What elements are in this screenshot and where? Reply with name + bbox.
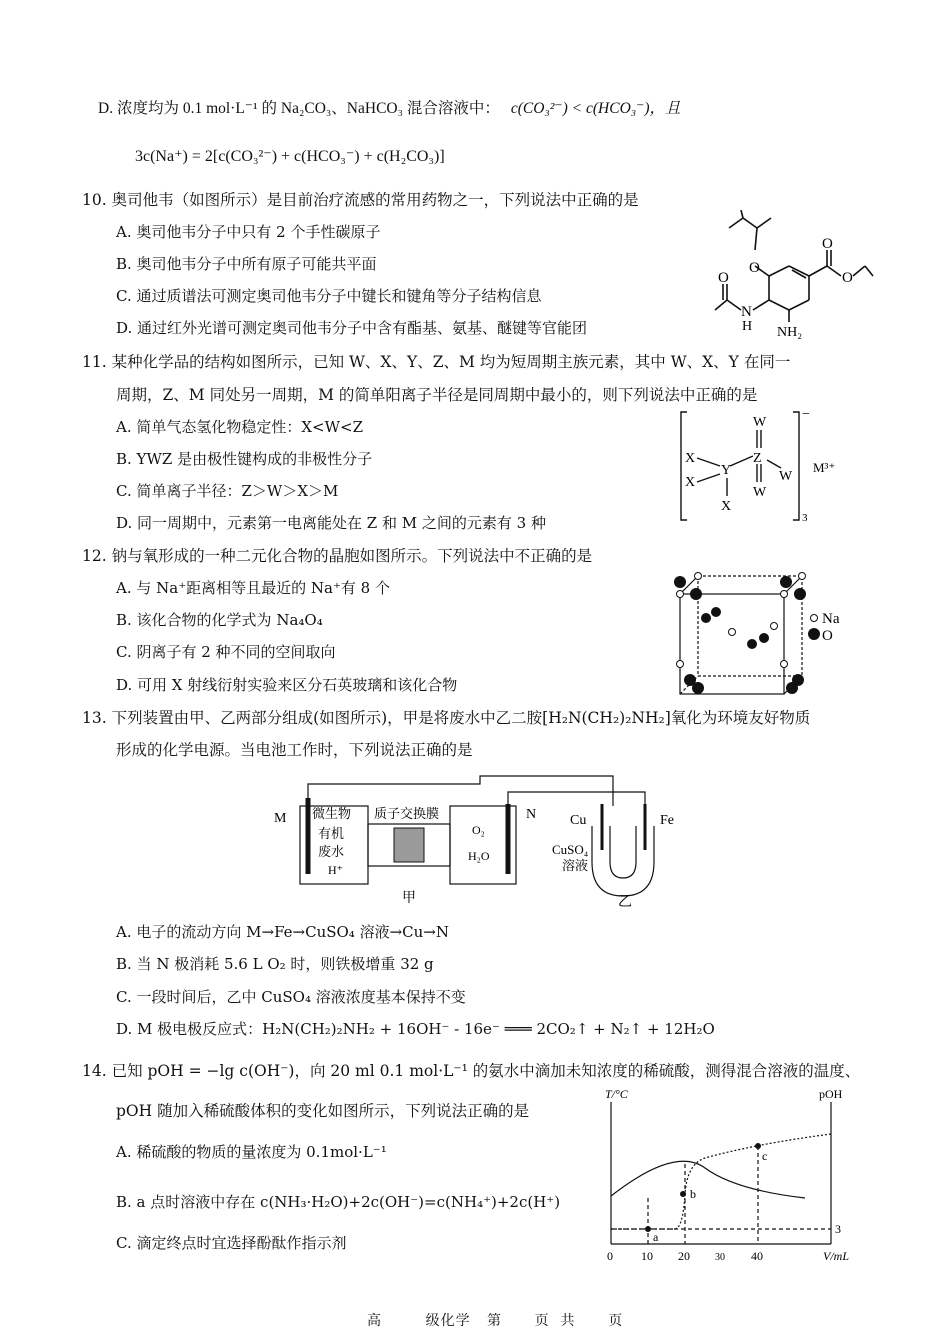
point-b xyxy=(680,1191,686,1197)
q14-option-c: C. 滴定终点时宜选择酚酞作指示剂 xyxy=(116,1234,347,1252)
point-c xyxy=(755,1143,761,1149)
label-hplus: H⁺ xyxy=(328,863,343,877)
cation-m: M³⁺ xyxy=(813,460,836,475)
electrode-cu: Cu xyxy=(570,813,587,828)
ether-oxygen: O xyxy=(749,260,760,276)
q11-option-c: C. 简单离子半径：Z＞W＞X＞M xyxy=(116,482,339,500)
q14-stem-line1: 14. 已知 pOH = −lg c(OH⁻)，向 20 ml 0.1 mol·L⁻¹ 的氨水中滴加未知浓度的稀硫酸，测得混合溶液的温度、 xyxy=(82,1062,861,1080)
label-microbe: 微生物 xyxy=(312,806,352,821)
q13-option-a: A. 电子的流动方向 M→Fe→CuSO₄ 溶液→Cu→N xyxy=(116,923,449,941)
amino-group: NH₂ xyxy=(777,325,803,340)
q10-option-a: A. 奥司他韦分子中只有 2 个手性碳原子 xyxy=(116,223,381,241)
y-right-tick-3: 3 xyxy=(835,1222,841,1236)
label-b: b xyxy=(690,1187,696,1201)
electrode-n: N xyxy=(526,807,537,822)
q11-option-d: D. 同一周期中，元素第一电离能处在 Z 和 M 之间的元素有 3 种 xyxy=(116,514,546,532)
legend-na: Na xyxy=(822,611,840,627)
q9-option-d xyxy=(98,96,681,118)
electrode-m: M xyxy=(274,811,287,826)
q12-option-d: D. 可用 X 射线衍射实验来区分石英玻璃和该化合物 xyxy=(116,676,458,694)
q14-option-a: A. 稀硫酸的物质的量浓度为 0.1mol·L⁻¹ xyxy=(116,1143,387,1161)
label-h2o: H₂O xyxy=(468,849,490,863)
q10-option-c: C. 通过质谱法可测定奥司他韦分子中键长和键角等分子结构信息 xyxy=(116,287,542,305)
q13-option-d: D. M 极电极反应式：H₂N(CH₂)₂NH₂ + 16OH⁻ - 16e⁻ ═══ 2CO₂↑ + N₂↑ + 12H₂O xyxy=(116,1020,715,1038)
label-jia: 甲 xyxy=(402,891,416,906)
temperature-curve xyxy=(611,1161,805,1198)
poh-curve xyxy=(611,1134,831,1229)
x-tick-0: 0 xyxy=(607,1249,613,1263)
q14-option-b: B. a 点时溶液中存在 c(NH₃·H₂O)+2c(OH⁻)=c(NH₄⁺)+2c(H⁺) xyxy=(116,1193,561,1211)
x-axis-label: V/mL xyxy=(823,1249,850,1263)
label-wastewater: 废水 xyxy=(318,844,345,859)
q10-stem: 10. 奥司他韦（如图所示）是目前治疗流感的常用药物之一，下列说法中正确的是 xyxy=(82,191,639,209)
x-tick-20: 20 xyxy=(678,1249,690,1263)
x-tick-30: 30 xyxy=(715,1252,725,1263)
x-left-bottom: X xyxy=(685,475,696,490)
w-top: W xyxy=(753,415,767,430)
x-tick-10: 10 xyxy=(641,1249,653,1263)
amide-oxygen: O xyxy=(718,270,729,286)
q9-d-line2: 3c(Na⁺) = 2[c(CO₃²⁻) + c(HCO₃⁻) + c(H₂CO₃)] xyxy=(135,148,445,165)
label-o2: O₂ xyxy=(472,823,485,837)
carbonyl-oxygen: O xyxy=(822,236,833,252)
q12-stem: 12. 钠与氧形成的一种二元化合物的晶胞如图所示。下列说法中不正确的是 xyxy=(82,547,593,565)
x-left-top: X xyxy=(685,451,696,466)
q10-option-d: D. 通过红外光谱可测定奥司他韦分子中含有酯基、氨基、醚键等官能团 xyxy=(116,319,588,337)
x-bottom: X xyxy=(721,499,732,514)
y-left-label: T/°C xyxy=(605,1088,628,1101)
q11-stem-line2: 周期，Z、M 同处另一周期，M 的简单阳离子半径是同周期中最小的，则下列说法中正确的是 xyxy=(116,386,758,404)
q12-option-a: A. 与 Na⁺距离相等且最近的 Na⁺有 8 个 xyxy=(116,579,390,597)
q11-option-a: A. 简单气态氢化物稳定性：X<W<Z xyxy=(116,418,364,436)
titration-chart xyxy=(595,1088,865,1270)
label-cuso4: CuSO₄ xyxy=(552,842,589,857)
label-organic: 有机 xyxy=(318,826,345,841)
oseltamivir-structure xyxy=(705,210,875,340)
q11-stem-line1: 11. 某种化学品的结构如图所示，已知 W、X、Y、Z、M 均为短周期主族元素，其中 W、X、Y 在同一 xyxy=(82,353,791,371)
q11-option-b: B. YWZ 是由极性键构成的非极性分子 xyxy=(116,450,373,468)
electrode-fe: Fe xyxy=(660,813,674,828)
amide-hydrogen: H xyxy=(742,319,753,334)
q13-option-c: C. 一段时间后，乙中 CuSO₄ 溶液浓度基本保持不变 xyxy=(116,988,466,1006)
y-right-label: pOH xyxy=(819,1088,843,1101)
x-tick-40: 40 xyxy=(751,1249,763,1263)
label-solution: 溶液 xyxy=(562,858,589,873)
y-atom: Y xyxy=(721,463,732,478)
subscript-3: 3 xyxy=(802,512,808,524)
proton-membrane-block xyxy=(394,828,424,862)
point-a xyxy=(645,1226,651,1232)
q13-stem-line2: 形成的化学电源。当电池工作时，下列说法正确的是 xyxy=(116,741,473,759)
label-a: a xyxy=(653,1230,659,1244)
w-bottom: W xyxy=(753,485,767,500)
q11-structure xyxy=(675,408,860,526)
page-footer: 高 级化学 第 页 共 页 xyxy=(367,1313,624,1329)
amide-nitrogen: N xyxy=(741,304,752,320)
legend-o: O xyxy=(822,628,833,644)
label-c: c xyxy=(762,1149,768,1163)
crystal-cell xyxy=(668,560,848,700)
z-atom: Z xyxy=(753,451,762,466)
ester-oxygen: O xyxy=(842,270,853,286)
q12-option-c: C. 阴离子有 2 种不同的空间取向 xyxy=(116,643,336,661)
battery-diagram xyxy=(270,770,690,908)
q12-option-b: B. 该化合物的化学式为 Na₄O₄ xyxy=(116,611,323,629)
q9-d-inequality: c(CO₃²⁻) < c(HCO₃⁻)，且 xyxy=(510,100,681,117)
q9-d-line1: D. 浓度均为 0.1 mol·L⁻¹ 的 Na₂CO₃、NaHCO₃ 混合溶液中： xyxy=(98,100,500,117)
q13-option-b: B. 当 N 极消耗 5.6 L O₂ 时，则铁极增重 32 g xyxy=(116,955,434,973)
q10-option-b: B. 奥司他韦分子中所有原子可能共平面 xyxy=(116,255,377,273)
label-yi: 乙 xyxy=(618,895,632,908)
q14-stem-line2: pOH 随加入稀硫酸体积的变化如图所示，下列说法正确的是 xyxy=(116,1102,530,1120)
q13-stem-line1: 13. 下列装置由甲、乙两部分组成(如图所示)，甲是将废水中乙二胺[H₂N(CH₂)₂NH₂]氧化为环境友好物质 xyxy=(82,709,811,727)
w-right: W xyxy=(779,469,793,484)
anion-charge: − xyxy=(802,408,810,422)
label-membrane: 质子交换膜 xyxy=(374,806,440,821)
